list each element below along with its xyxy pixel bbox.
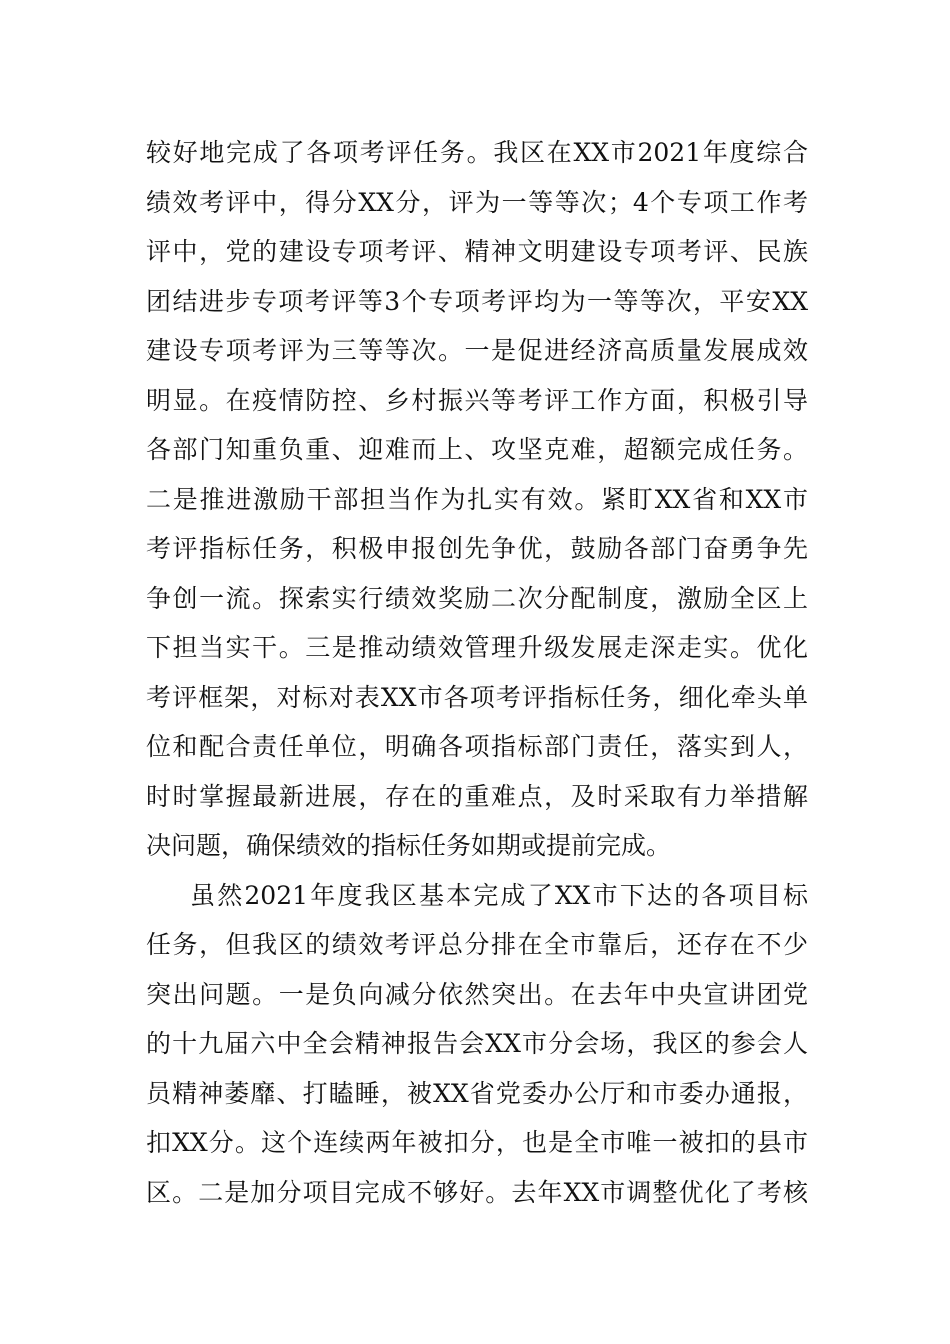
text-line: 绩效考评中，得分XX分，评为一等等次；4个专项工作考 — [146, 187, 808, 217]
text-line: 考评框架，对标对表XX市各项考评指标任务，细化牵头单 — [146, 682, 808, 712]
document-body — [146, 128, 808, 1217]
text-line: 决问题，确保绩效的指标任务如期或提前完成。 — [146, 831, 672, 860]
text-line: 二是推进激励干部担当作为扎实有效。紧盯XX省和XX市 — [146, 484, 808, 514]
text-line: 考评指标任务，积极申报创先争优，鼓励各部门奋勇争先 — [146, 534, 808, 563]
text-line: 团结进步专项考评等3个专项考评均为一等等次，平安XX — [146, 286, 808, 316]
text-line: 较好地完成了各项考评任务。我区在XX市2021年度综合 — [146, 138, 808, 167]
text-line: 评中，党的建设专项考评、精神文明建设专项考评、民族 — [146, 237, 808, 266]
text-line: 各部门知重负重、迎难而上、攻坚克难，超额完成任务。 — [146, 435, 808, 464]
text-line: 任务，但我区的绩效考评总分排在全市靠后，还存在不少 — [146, 930, 808, 959]
text-line: 明显。在疫情防控、乡村振兴等考评工作方面，积极引导 — [146, 385, 808, 415]
text-line: 建设专项考评为三等等次。一是促进经济高质量发展成效 — [146, 336, 808, 365]
text-line: 区。二是加分项目完成不够好。去年XX市调整优化了考核 — [146, 1177, 808, 1207]
paragraph — [146, 128, 808, 871]
text-line: 扣XX分。这个连续两年被扣分，也是全市唯一被扣的县市 — [146, 1128, 808, 1157]
text-line: 突出问题。一是负向减分依然突出。在去年中央宣讲团党 — [146, 979, 808, 1009]
text-line: 的十九届六中全会精神报告会XX市分会场，我区的参会人 — [146, 1029, 808, 1058]
text-line: 位和配合责任单位，明确各项指标部门责任，落实到人， — [146, 732, 808, 761]
text-line: 下担当实干。三是推动绩效管理升级发展走深走实。优化 — [146, 633, 808, 662]
text-line: 时时掌握最新进展，存在的重难点，及时采取有力举措解 — [146, 781, 808, 811]
text-line: 虽然2021年度我区基本完成了XX市下达的各项目标 — [190, 880, 808, 910]
text-line: 争创一流。探索实行绩效奖励二次分配制度，激励全区上 — [146, 583, 808, 613]
text-line: 员精神萎靡、打瞌睡，被XX省党委办公厅和市委办通报， — [146, 1078, 808, 1108]
paragraph — [146, 871, 808, 1218]
